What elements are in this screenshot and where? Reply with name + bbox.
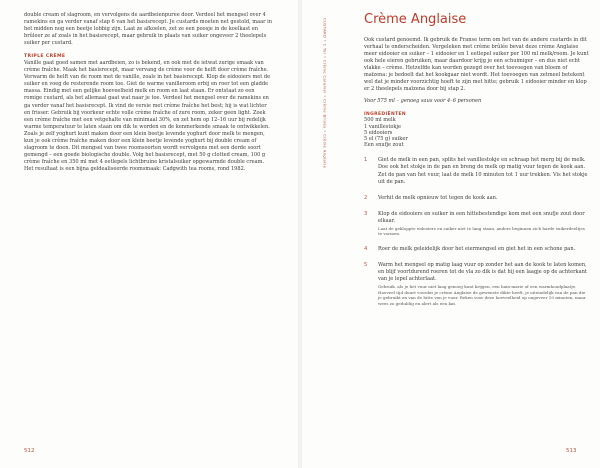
ingredients-list [364, 117, 590, 148]
step-text: Verhit de melk opnieuw tot tegen de kook aan. [378, 194, 498, 201]
ingredients-heading: INGREDIËNTEN [364, 112, 407, 118]
page-number-right: 513 [566, 448, 577, 454]
left-paragraph-1: double cream of slagroom, en vervolgens de aardbeienpuree door. Verdeel het mengsel over 4 ramekins en ga verder vanaf stap 6 van het basisrecept. Je custards moeten net gestold, maar in het midden nog een beetje lobbig zijn. Laat ze afkoelen, zet ze een poosje in de koelkast en brûleer ze af zoals in het basisrecept, maar gebruik in plaats van suiker ongeveer 2 theelepels suiker per custard. [24, 12, 272, 47]
step-note: Laat de gekloppte eidooiers en suiker niet te lang staan, anders beginnen zich harde suikerdeeltjes te vormen. [378, 225, 585, 237]
step-text: Klop de eidooiers en suiker in een hittebestendige kom met een snufje zout door elkaar. [378, 210, 585, 224]
right-text-column [364, 12, 590, 316]
ingredient-item: 1 vanillestokje [364, 123, 402, 130]
page-number-left: 512 [24, 448, 35, 454]
method-step [364, 157, 590, 185]
right-page [302, 0, 600, 468]
left-paragraph-2: Vanille gaat goed samen met aardbeien, zo is bekend, en ook met de ietwat zurige smaak van crème fraîche. Maak het basisrecept, maar vervang de crème voor de helft door crème fraîche. Verwarm de helft van de room met de vanille, zoals in het basisrecept. Klop de eidooiers met de suiker en voeg de resterende room toe. Giet de warme vanilleroom erbij en roer tot een gladde massa. Eindig met een gelijke hoeveelheid melk en room en laat staan. Er ontstaat zo een romige custard, als het allemaal gaat wat naar je toe. Verdeel het mengsel over de ramekins en ga verder vanaf het basisrecept. Ik vind de versie met crème fraîche het best; hij is wat lichter en frisser. Gebruik bij voorkeur echte volle crème fraîche of zure room, zeker geen light. Zoek een crème fraîche met een vetgehalte van minimaal 30%, en zet hem op 12–16 uur bij redelijk warme temperatuur te laten staan om dik te worden en de kenmerkende smaak te ontwikkelen. Zoals je zelf yoghurt kunt maken door een klein beetje levende yoghurt door melk te mengen, kun je ook crème fraîche maken door een klein beetje levende yoghurt bij double cream of slagroom te doen. Dit mengsel van twee roomsoorten wordt vervolgens met een derde soort gemengd – een goede biologische double. Volg het basisrecept, met 50 g clotted cream, 100 g crème fraîche en 350 ml met 4 eetlepels lichtbruine kristalsuiker opgewarmde double cream. Het resultaat is een bijna geldealiseerde roomsmaak: Cadgwith tea rooms, rond 1982. [24, 60, 271, 172]
step-number: 3 [364, 210, 368, 217]
step-number: 5 [364, 262, 368, 268]
running-head [321, 18, 329, 248]
ingredient-item: 5 eidooiers [364, 129, 393, 136]
left-text-column [24, 12, 272, 180]
method-step [364, 211, 590, 237]
recipe-yield: Voor 575 ml – genoeg saus voor 4–6 personen [364, 98, 482, 105]
step-number: 1 [364, 157, 368, 164]
ingredient-item: 500 ml melk [364, 117, 396, 124]
ingredient-item: Een snufje zout [364, 142, 404, 149]
step-text: Giet de melk in een pan, splits het vanillestokje en schraap het merg bij de melk. Doe ook het stokje in de pan en breng de melk op matig vuur tegen de kook aan. Zet de pan van het vuur, laat de melk 10 minuten tot 1 uur trekken. Vis het stokje uit de pan. [378, 157, 588, 185]
step-note: Gebruik, als je het vuur niet laag genoeg kunt krijgen, een bain-marie of een warmhoudplaatje. Hoeveel tijd duurt voordat je crème Anglaise de gewenste dikte heeft, je uiteindelijk van de pan die je gebruikt en van de hitte van je vuur. Reken voor deze hoeveelheid op ongeveer 10 minuten, maar wees zo geduldig en alert als een kat. [378, 284, 586, 306]
method-step [364, 262, 590, 307]
running-head-text: CUSTARD • 1 Tor • Crème Caramel • Crème Brûlée • Crème Anglaise [322, 18, 328, 169]
left-page [0, 0, 298, 468]
step-number: 4 [364, 245, 368, 252]
method-step [364, 195, 590, 202]
ingredient-item: 5 el (75 g) suiker [364, 136, 408, 143]
method-step [364, 246, 590, 253]
method-steps [364, 157, 590, 306]
step-text: Roer de melk geleidelijk door het eiermengsel en giet het in een schone pan. [378, 245, 576, 252]
triple-creme-heading: TRIPLE CRÈME [24, 54, 66, 60]
recipe-title: Crème Anglaise [364, 12, 467, 27]
step-text: Warm het mengsel op matig laag vuur op zonder het aan de kook te laten komen, en blijf voortdurend roeren tot de vla zo dik is dat hij een laagje op de achterkant van je lepel achterlaat. [378, 262, 587, 283]
recipe-intro: Ook custard genoemd. Ik gebruik de Franse term om het van de andere custards in dit verhaal te onderscheiden. Vergeleken met crème brûlée bevat deze crème Anglaise meer eidooier en suiker – 1 eidooier en 1 eetlepel suiker per 100 ml melk/room. Je kunt ook hele eieren gebruiken, maar daardoor krijg je een schuimiger – en dus niet echt vlakke – crème. Hetzelfde kan worden gezegd over het toevoegen van bloem of maïzena: je bedoelt dat het kookgaar niet wordt. Het toevoegen van zetmeel betekent wel dat je minder voorzichtig hoeft te zijn met hitte; gebruik 1 eidooier minder en klop er 2 theelepels maïzena door bij stap 2. [364, 37, 589, 93]
step-number: 2 [364, 194, 368, 201]
